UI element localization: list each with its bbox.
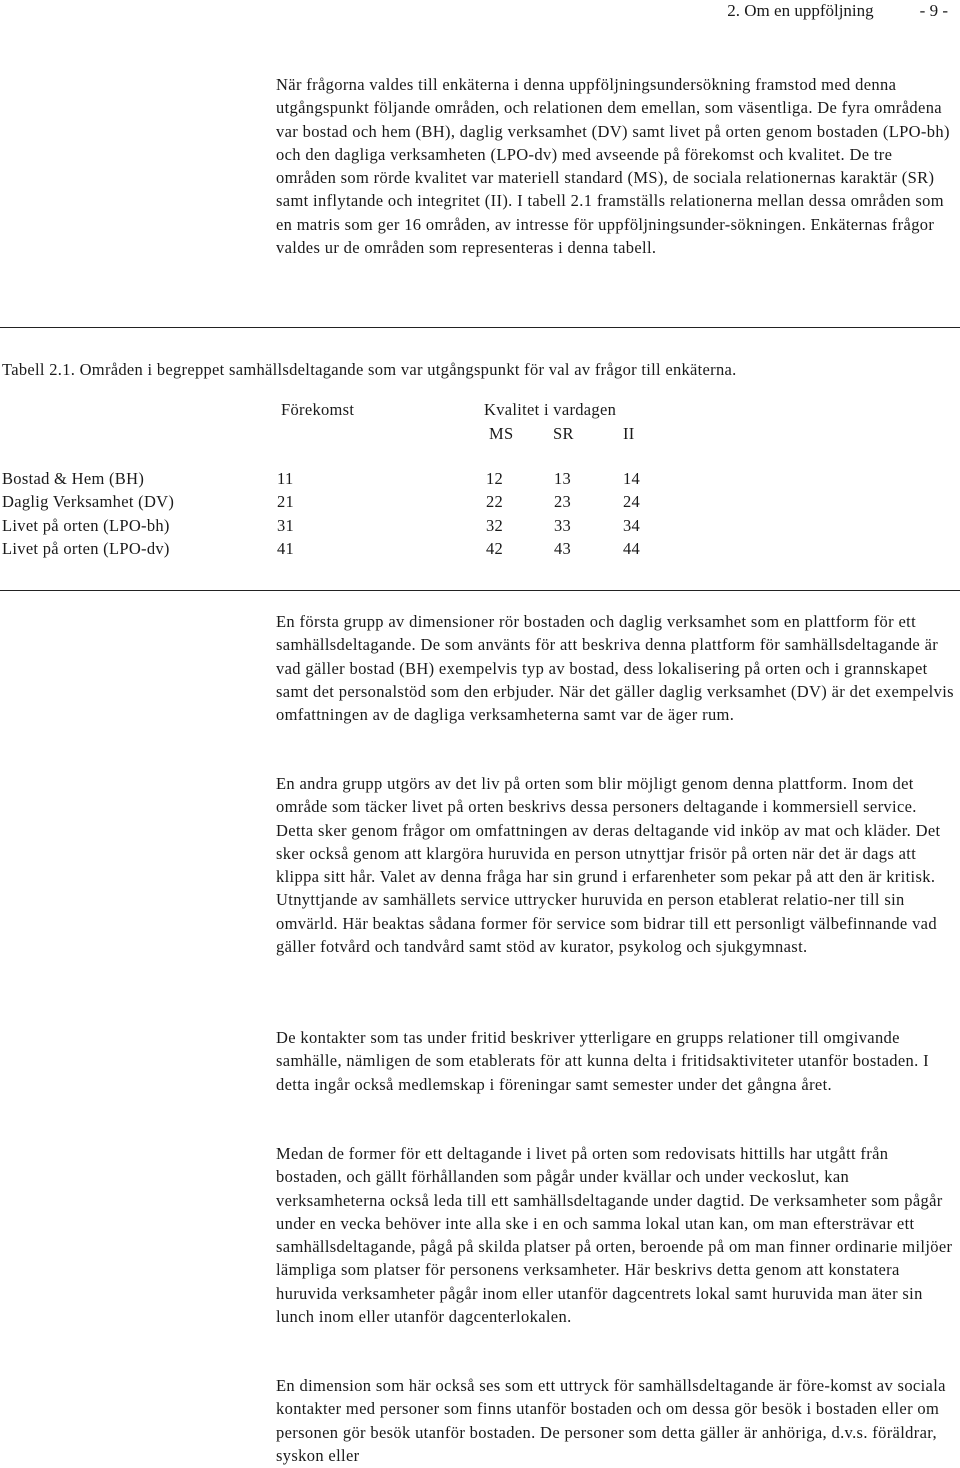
row-label: Livet på orten (LPO-bh) — [2, 516, 170, 535]
cell-forekomst: 21 — [277, 492, 295, 511]
header-sr: SR — [553, 424, 574, 443]
cell-ii: 24 — [623, 492, 641, 511]
header-ms: MS — [489, 424, 514, 443]
cell-forekomst: 41 — [277, 539, 295, 558]
cell-forekomst: 11 — [277, 469, 294, 488]
page-number: - 9 - — [919, 1, 948, 20]
cell-ii: 34 — [623, 516, 641, 535]
row-label: Livet på orten (LPO-dv) — [2, 539, 170, 558]
chapter-title: 2. Om en uppföljning — [727, 1, 874, 20]
cell-sr: 33 — [554, 516, 572, 535]
row-label: Daglig Verksamhet (DV) — [2, 492, 175, 511]
intro-paragraph: När frågorna valdes till enkäterna i denna uppföljningsundersökning framstod med denna utgångspunkt följande områden, och relationen dem emellan, som väsentliga. De fyra områdena var bostad och hem (BH), daglig verksamhet (DV) samt livet på orten genom bostaden (LPO-bh) och den dagliga verksamheten (LPO-dv) med avseende på förekomst och kvalitet. De tre områden som rörde kvalitet var materiell standard (MS), de sociala relationernas karaktär (SR) samt inflytande och integritet (II). I tabell 2.1 framställs relationerna mellan dessa områden som en matris som ger 16 områden, av intresse för uppföljningsunder-sökningen. Enkäternas frågor valdes ur de områden som representeras i denna tabell. — [276, 75, 950, 258]
header-forekomst: Förekomst — [281, 400, 355, 419]
cell-ms: 42 — [486, 539, 504, 558]
row-label: Bostad & Hem (BH) — [2, 469, 145, 488]
cell-sr: 43 — [554, 539, 572, 558]
cell-ms: 22 — [486, 492, 504, 511]
cell-forekomst: 31 — [277, 516, 295, 535]
cell-sr: 13 — [554, 469, 572, 488]
cell-ii: 44 — [623, 539, 641, 558]
body-paragraph: En första grupp av dimensioner rör bostaden och daglig verksamhet som en plattform för ett samhällsdeltagande. De som använts för att beskriva denna plattform för samhällsdeltagande är vad gäller bostad (BH) exempelvis typ av bostad, dess lokalisering på orten och i grannskapet samt det personalstöd som den erbjuder. När det gäller daglig verksamhet (DV) är det exempelvis omfattningen av de dagliga verksamheterna samt var de äger rum. — [276, 612, 954, 725]
table-bottom-rule — [0, 590, 960, 591]
header-kvalitet: Kvalitet i vardagen — [484, 400, 617, 419]
table-caption: Tabell 2.1. Områden i begreppet samhällsdeltagande som var utgångspunkt för val av frågor till enkäterna. — [2, 360, 737, 379]
cell-ms: 32 — [486, 516, 504, 535]
body-paragraph: En dimension som här också ses som ett uttryck för samhällsdeltagande är före-komst av sociala kontakter med personer som finns utanför bostaden och om dessa gör besök i bostaden eller om personen gör besök utanför bostaden. De personer som detta gäller är anhöriga, d.v.s. föräldrar, syskon eller — [276, 1376, 946, 1465]
page-header — [727, 0, 948, 22]
body-paragraph: En andra grupp utgörs av det liv på orten som blir möjligt genom denna plattform. Inom det område som täcker livet på orten beskrivs dessa personers deltagande i kommersiell service. Detta sker genom frågor om omfattningen av deras deltagande vid inköp av mat och kläder. Det sker också genom att klargöra huruvida en person utnyttjar frisör på orten när det är dags att klippa sitt hår. Valet av denna fråga har sin grund i erfarenheter som pekar på att den är kritisk. Utnyttjande av samhällets service uttrycker huruvida en person etablerat relatio-ner till sin omvärld. Här beaktas sådana former för service som bidrar till ett personligt välbefinnande vad gäller fotvård och tandvård samt stöd av kurator, psykolog och sjukgymnast. — [276, 774, 941, 957]
cell-sr: 23 — [554, 492, 572, 511]
header-ii: II — [623, 424, 635, 443]
body-paragraph: De kontakter som tas under fritid beskriver ytterligare en grupps relationer till omgivande samhälle, nämligen de som etablerats för att kunna delta i fritidsaktiviteter utanför bostaden. I detta ingår också medlemskap i föreningar samt semester under det gångna året. — [276, 1028, 929, 1094]
cell-ms: 12 — [486, 469, 504, 488]
body-paragraph: Medan de former för ett deltagande i livet på orten som redovisats hittills har utgått från bostaden, och gällt förhållanden som pågår under kvällar och under veckoslut, kan verksamheterna också leda till ett samhällsdeltagande under dagtid. De verksamheter som pågår under en vecka behöver inte alla ske i en och samma lokal utan kan, om man eftersträvar ett samhällsdeltagande, pågå på skilda platser på orten, beroende på om man finner ordinarie miljöer lämpliga som platser för personens verksamheter. Här beskrivs detta genom att konstatera huruvida verksamheter pågår inom eller utanför dagcentrets lokal samt huruvida man äter sin lunch inom eller utanför dagcenterlokalen. — [276, 1144, 953, 1327]
table-top-rule — [0, 327, 960, 328]
cell-ii: 14 — [623, 469, 641, 488]
